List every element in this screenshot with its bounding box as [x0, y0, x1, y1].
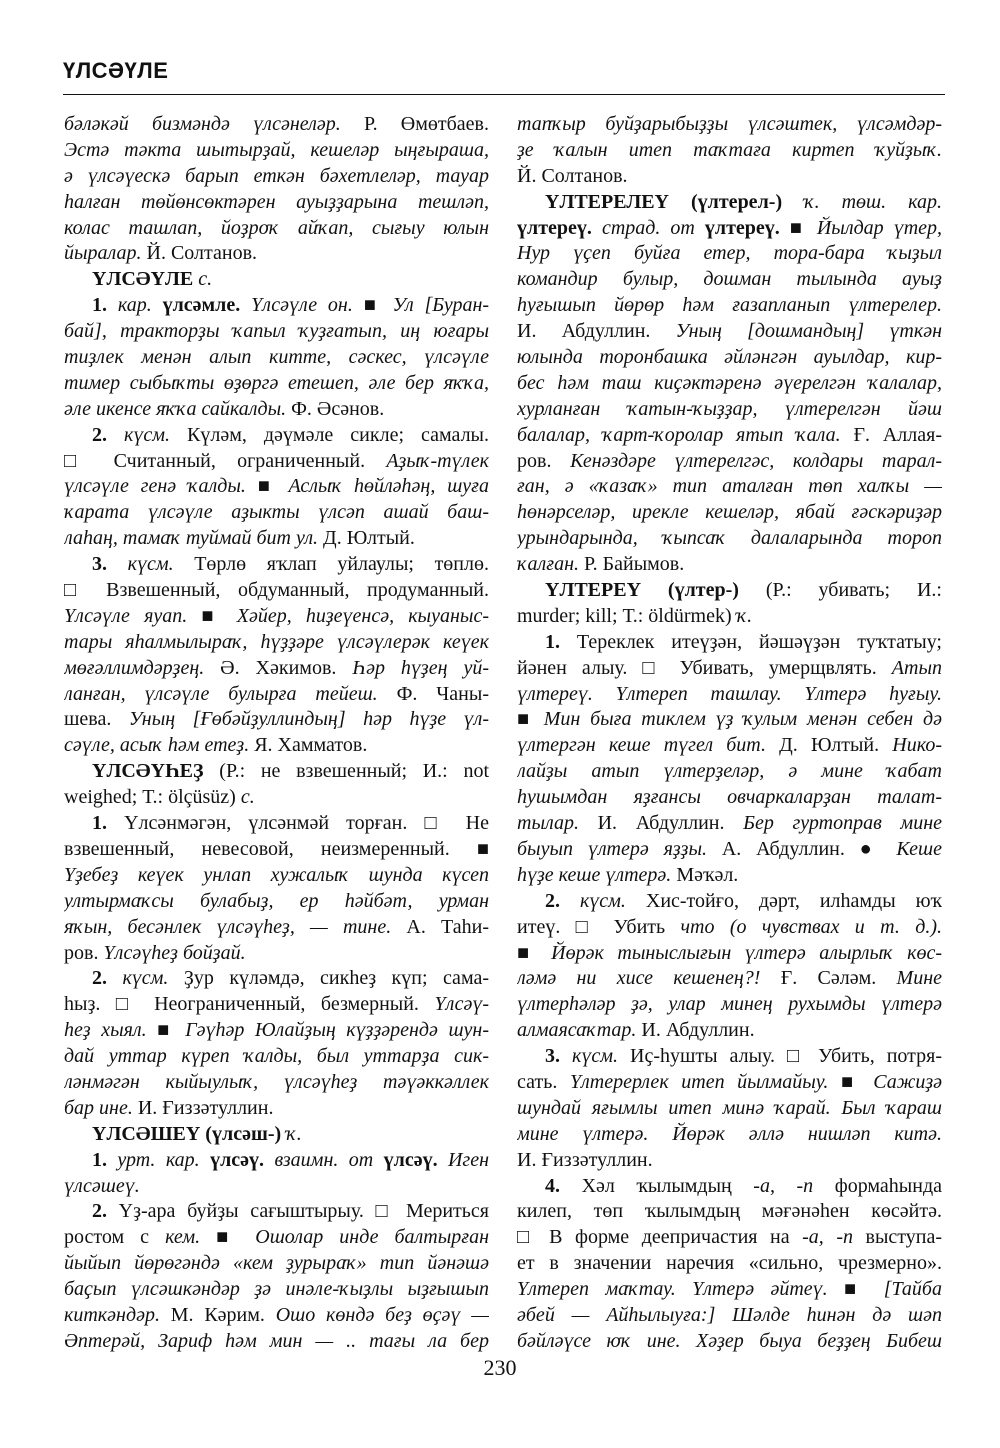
text-line: ҮЛСӘҮЛЕ с. [92, 268, 213, 291]
text-line: Үлсәүле яуап. ■ Хәйер, һиҙеүенсә, кыуаныс- [64, 604, 489, 627]
text-line: һүҙе кеше үлтерә. Мәҡәл. [517, 863, 739, 886]
text-line: ростом с кем. ■ Ошолар инде балтырған [64, 1226, 489, 1249]
text-line: балалар, ҡарт-ҡоролар ятып ҡала. Ғ. Аллая- [517, 423, 942, 446]
text-line: йыйып йөрөгәндә «кем ҙурыраҡ» тип йәнәшә [64, 1252, 489, 1275]
text-line: лаһаң, тамаҡ туймай бит ул. Д. Юлтый. [64, 527, 415, 550]
text-line: ләмә ни хисе кешенең?! Ғ. Сәләм. Мине [517, 967, 942, 990]
text-line: киткәндәр. М. Кәрим. Ошо көндә беҙ өҫәү — [64, 1303, 489, 1326]
left-column [64, 112, 489, 1355]
text-line: мине үлтерә. Йөрәк әллә нишләп китә. [517, 1122, 942, 1145]
text-line: ҮЛСӘҮҺЕҘ (Р.: не взвешенный; И.: not [92, 760, 489, 783]
text-line: Нур үҫеп буйға етер, тора-бара ҡыҙыл [517, 242, 942, 265]
text-line: Үҙебеҙ кеүек унлап хужалыҡ шунда күсеп [64, 863, 489, 886]
text-line: шева. Уның [Ғөбәйҙуллиндың] һәр һүҙе үл- [64, 708, 489, 731]
text-line: бәләкәй бизмәндә үлсәнеләр. Р. Өмөтбаев. [64, 113, 489, 135]
text-line: алмаясаҡтар. И. Абдуллин. [517, 1019, 755, 1042]
text-line: бай], тракторҙы ҡапыл ҡуҙғатып, иң юғары [64, 320, 489, 343]
text-line: ланған, үлсәүле булырға тейеш. Ф. Чаны- [64, 682, 489, 705]
text-line: һыҙ. □ Неограниченный, безмерный. Үлсәү- [64, 993, 489, 1016]
text-line: тимер сыбыҡты өҙөргә етешеп, әле бер яҡҡа, [64, 371, 489, 394]
running-head: ҮЛСӘҮЛЕ [63, 58, 169, 83]
text-line: murder; kill; Т.: öldürmek) ҡ. [517, 604, 753, 627]
text-line: үлтергән кеше түгел бит. Д. Юлтый. Нико- [517, 734, 942, 757]
text-line: тылар. И. Абдуллин. Бер гуртоправ мине [517, 812, 942, 835]
text-line: лайҙы атып үлтерҙеләр, ә мине ҡабат [517, 760, 942, 783]
text-line: дай уттар күреп ҡалды, был уттарҙа сик- [64, 1045, 489, 1068]
text-line: хурланған ҡатын-ҡыҙҙар, үлтерелгән йәш [517, 397, 942, 420]
text-line: Үлтереп маҡтау. Үлтерә әйтеү. ■ [Тайба [517, 1278, 942, 1301]
text-line: итеү. □ Убить что (о чувствах и т. д.). [517, 915, 942, 938]
text-line: үлтереү. страд. от үлтереү. ■ Йылдар үтер, [517, 216, 942, 239]
text-line: һеҙ хыял. ■ Гәүһәр Юлайҙың күҙҙәрендә шун- [64, 1019, 489, 1042]
text-line: взвешенный, невесовой, неизмеренный. ■ [64, 837, 489, 860]
text-line: Й. Солтанов. [517, 164, 628, 187]
text-line: колас ташлап, йоҙроҡ айҡап, сығыу юлын [64, 216, 489, 239]
text-line: бес һәм таш киҫәктәренә әүерелгән ҡалалар, [517, 371, 942, 394]
page-number: 230 [483, 1355, 517, 1380]
text-line: ҙе ҡалын итеп таҡтаға киртеп ҡуйҙыҡ. [517, 138, 942, 161]
text-line: 2. күсм. Күләм, дәүмәле сикле; самалы. [92, 423, 489, 446]
text-line: ҡалған. Р. Байымов. [517, 553, 685, 576]
text-line: 3. күсм. Төрлө яҡлап уйлаулы; төплө. [92, 553, 489, 576]
text-line: бар ине. И. Ғиззәтуллин. [64, 1096, 274, 1119]
text-line: тары яһалмылыраҡ, һүҙҙәре үлсәүлерәк кеүек [64, 630, 489, 653]
text-line: килеп, төп ҡылымдың мәғәнәһен көсәйтә. [517, 1200, 942, 1223]
text-line: юлында торонбашка әйләнгән ауылдар, кир- [517, 346, 942, 369]
text-line: баҫып үлсәшкәндәр ҙә инәле-ҡыҙлы ыҙғышып [64, 1278, 489, 1301]
text-line: тапҡыр буйҙарыбыҙҙы үлсәштек, үлсәмдәр- [517, 113, 942, 135]
text-line: һушымдан яҙғансы овчаркаларҙан талат- [517, 786, 942, 809]
text-line: ет в значении наречия «сильно, чрезмерно». [517, 1252, 942, 1275]
text-line: 2. күсм. Хис-тойғо, дәрт, илһамды юҡ [545, 889, 942, 912]
text-line: Эстә тәкта шытырҙай, кешеләр ыңғыраша, [64, 138, 489, 161]
text-line: 1. урт. кар. үлсәү. взаимн. от үлсәү. Иген [92, 1148, 489, 1171]
text-line: үлтерһәләр ҙә, улар минең рухымды үлтерә [517, 993, 942, 1016]
text-line: И. Ғиззәтуллин. [517, 1148, 653, 1171]
text-line: йыралар. Й. Солтанов. [64, 242, 258, 265]
text-line: И. Абдуллин. Уның [дошмандың] үткән [517, 320, 942, 343]
text-line: □ Считанный, ограниченный. Аҙыҡ-түлек [64, 449, 489, 472]
right-column [517, 112, 942, 1355]
text-line: Әптерәй, Зариф һәм мин — .. тағы ла бер [64, 1329, 489, 1352]
text-line: 2. Үҙ-ара буйҙы сағыштырыу. □ Мериться [92, 1200, 489, 1223]
text-line: 1. Тереклек итеүҙән, йәшәүҙән туҡтатыу; [545, 630, 942, 653]
text-line: бәйләүсе юҡ ине. Хәҙер быуа беҙҙең Бибеш [517, 1329, 942, 1352]
text-line: ҡарата үлсәүле аҙыкты үлсәп ашай баш- [64, 501, 489, 524]
text-line: ә үлсәүескә барып еткән бәхетлеләр, тауар [64, 164, 489, 187]
text-line: әле икенсе яҡҡа сайкалды. Ф. Әсәнов. [64, 397, 385, 420]
text-line: ған, ә «ҡазаҡ» тип аталған төп халҡы — [517, 475, 942, 498]
text-line: 1. кар. үлсәмле. Үлсәүле он. ■ Ул [Буран- [92, 294, 489, 317]
text-line: тиҙлек менән алып китте, сәскес, үлсәүле [64, 346, 489, 369]
text-line: шундай яғымлы итеп минә ҡарай. Был ҡараш [517, 1096, 942, 1119]
text-line: ров. Кенәздәре үлтерелгәс, колдары тарал- [517, 449, 942, 472]
text-line: мөғәллимдәрҙең. Ә. Хәкимов. Һәр һүҙең уй- [64, 656, 489, 679]
text-line: сать. Үлтерерлек итеп йылмайыу. ■ Сажиҙә [517, 1070, 942, 1093]
text-line: һөнәрселәр, ирекле кешеләр, ябай ғәскәриҙәр [517, 501, 942, 524]
text-line: яҡын, бесәнлек үлсәүһеҙ, — тине. А. Таһи- [64, 915, 489, 938]
text-line: йәнен алыу. □ Убивать, умерщвлять. Атып [517, 656, 942, 679]
text-line: ләнмәгән кыйыулыҡ, үлсәүһеҙ тәүәккәллек [64, 1070, 489, 1093]
text-line: ■ Мин быға тиклем үҙ ҡулым менән себен дә [517, 708, 942, 731]
text-line: быуып үлтерә яҙҙы. А. Абдуллин. ● Кеше [517, 837, 942, 860]
text-line: □ В форме деепричастия на -а, -п выступа- [517, 1226, 942, 1249]
text-line: үлтереү. Үлтереп ташлау. Үлтерә һуғыу. [517, 682, 942, 705]
text-line: ултырмаҡсы булабыҙ, ер һәйбәт, урман [64, 889, 489, 912]
text-line: үлсәшеү. [64, 1174, 140, 1197]
text-line: үлсәүле генә ҡалды. ■ Аслыҡ һөйләһәң, шуға [64, 475, 489, 498]
text-line: әбей — Айһылыуға:] Шәлде һинән дә шәп [517, 1303, 942, 1326]
text-line: 1. Үлсәнмәгән, үлсәнмәй торған. □ Не [92, 812, 489, 835]
text-line: һалған төйөнсөктәрен ауыҙҙарына тешләп, [64, 190, 489, 213]
text-line: 3. күсм. Иҫ-һушты алыу. □ Убить, потря- [545, 1045, 942, 1068]
text-line: ҮЛСӘШЕҮ (үлсәш-) ҡ. [92, 1122, 302, 1145]
text-line: командир булыр, дошман тылында ауыҙ [517, 268, 942, 291]
text-line: урындарында, ҡыпсаҡ далаларында тороп [517, 527, 942, 550]
text-line: 2. күсм. Ҙур күләмдә, сикһеҙ күп; сама- [92, 967, 489, 990]
text-line: һуғышып йөрөр һәм ғазапланып үлтерелер. [517, 294, 942, 317]
text-line: сәүле, асыҡ һәм етеҙ. Я. Хамматов. [64, 734, 368, 757]
text-line: ҮЛТЕРЕҮ (үлтер-) (Р.: убивать; И.: [545, 579, 942, 602]
text-line: weighed; Т.: ölçüsüz) с. [64, 786, 255, 809]
text-line: ■ Йөрәк тыныслығын үлтерә алырлыҡ көс- [517, 941, 942, 964]
text-line: □ Взвешенный, обдуманный, продуманный. [64, 579, 489, 602]
text-line: 4. Хәл ҡылымдың -а, -п формаһында [545, 1174, 942, 1197]
text-line: ров. Үлсәүһеҙ бойҙай. [64, 941, 246, 964]
text-line: ҮЛТЕРЕЛЕҮ (үлтерел-) ҡ. төш. кар. [545, 190, 942, 213]
header-rule [63, 94, 945, 95]
